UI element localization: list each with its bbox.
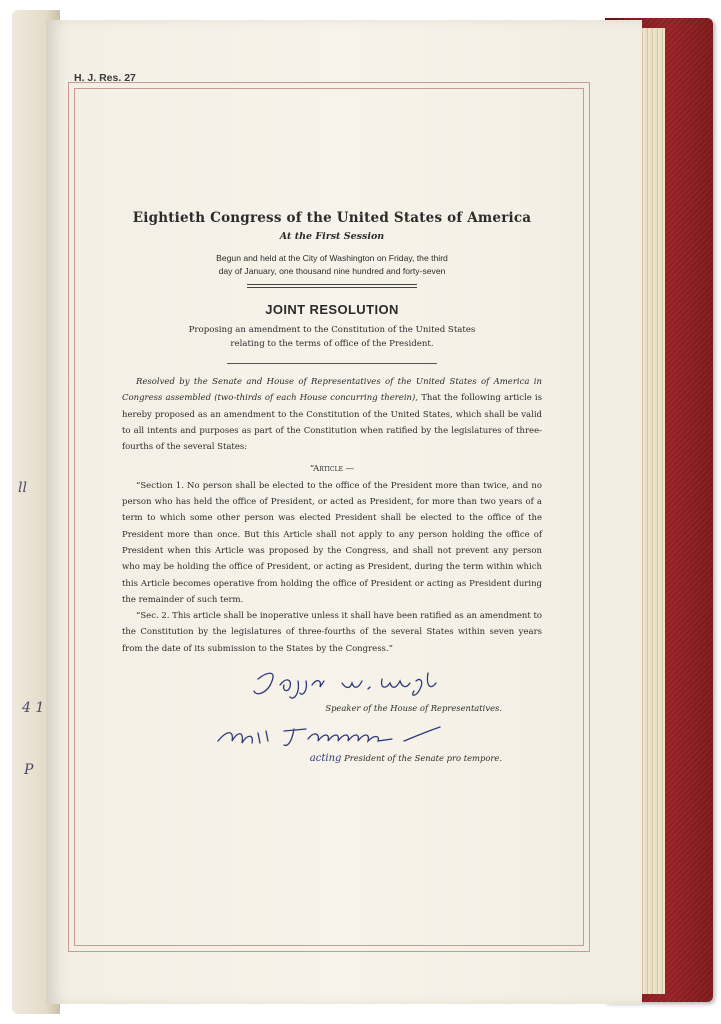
speaker-signature-area <box>122 661 542 703</box>
left-margin-mark: P <box>24 762 34 778</box>
begun-line-2: day of January, one thousand nine hundred and forty-seven <box>218 266 446 276</box>
proposing-line-1: Proposing an amendment to the Constitution of the United States <box>188 325 476 335</box>
section-1: “Section 1. No person shall be elected to the office of the President more than twice, and no person who has held the office of President, or acted as President, for more than two years of a term to which some other person was elected President shall be elected to the office of the President more than once. But this Article shall not apply to any person holding the office of President when this Article was proposed by the Congress, and shall not prevent any person who may be holding the office of President, or acting as President, during the term within which this Article becomes operative from holding the office of President or acting as President during the remainder of such term. <box>122 480 542 605</box>
document-label: H. J. Res. 27 <box>74 72 136 84</box>
proposing-text <box>122 323 542 351</box>
president-signature-area <box>122 717 542 753</box>
resolved-paragraph <box>122 374 542 455</box>
divider <box>227 363 437 364</box>
speaker-title: Speaker of the House of Representatives. <box>325 703 502 714</box>
joint-resolution-heading: JOINT RESOLUTION <box>265 302 399 317</box>
speaker-signature <box>250 667 450 703</box>
left-margin-mark: ll <box>18 480 27 496</box>
resolution-content <box>122 210 542 764</box>
section-2: “Sec. 2. This article shall be inoperative unless it shall have been ratified as an amendment to the Constitution by the legislatures of three-fourths of the several States within seven years from the date of its submission to the States by the Congress.” <box>122 611 542 654</box>
document-page <box>46 20 642 1004</box>
president-signature <box>214 721 474 753</box>
divider <box>247 284 417 285</box>
proposing-line-2: relating to the terms of office of the President. <box>230 339 434 349</box>
resolution-body <box>122 374 542 657</box>
begun-text <box>122 252 542 278</box>
resolved-rest: That the following article is hereby proposed as an amendment to the Constitution of the United States, which shall be valid to all intents and purposes as part of the Constitution when ratified by the legislatures of three-fourths of the several States: <box>122 393 542 453</box>
resolved-clause: Resolved by the Senate and House of Representatives of the United States of America in Congress assembled (two-thirds of each House concurring therein), <box>122 377 542 404</box>
divider <box>247 287 417 288</box>
congress-title: Eightieth Congress of the United States of America <box>132 210 532 226</box>
acting-annotation: acting <box>309 753 342 765</box>
begun-line-1: Begun and held at the City of Washington on Friday, the third <box>216 253 448 263</box>
article-heading: “Article — <box>309 464 355 475</box>
left-margin-mark: 4 1 <box>22 700 45 716</box>
president-title-text: President of the Senate pro tempore. <box>341 753 502 764</box>
president-title <box>122 753 542 764</box>
session-line: At the First Session <box>279 231 385 242</box>
